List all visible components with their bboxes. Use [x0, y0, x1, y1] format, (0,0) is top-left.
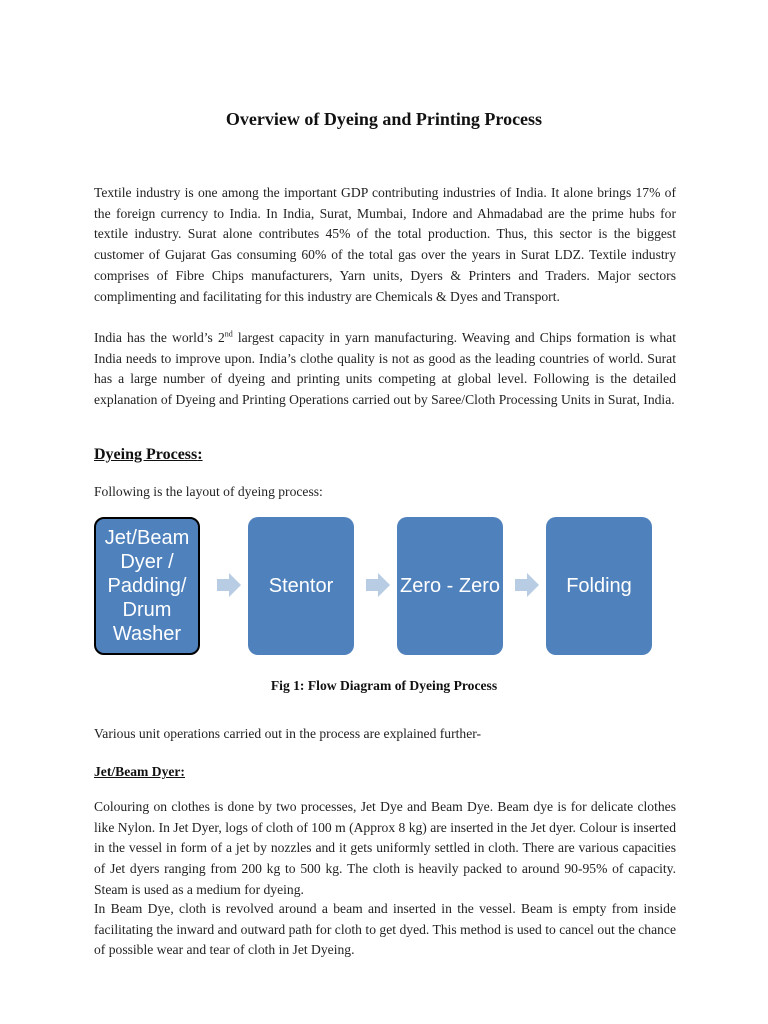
step-box-jet-beam-dyer: Jet/Beam Dyer / Padding/ Drum Washer	[94, 517, 200, 655]
dyeing-flow-diagram	[94, 517, 664, 657]
dyeing-process-heading	[94, 446, 203, 464]
step-box-folding: Folding	[546, 517, 652, 655]
step-box-zero-zero: Zero - Zero	[397, 517, 503, 655]
step-box-stentor: Stentor	[248, 517, 354, 655]
jet-beam-paragraph-2: In Beam Dye, cloth is revolved around a beam and inserted in the vessel. Beam is empty from inside facilitating the inward and outward path for cloth to get dyed. This method is used to cancel out the chance of possible wear and tear of cloth in Jet Dyeing.	[94, 901, 676, 958]
jet-beam-dyer-heading: Jet/Beam Dyer:	[94, 764, 185, 779]
jet-beam-paragraph-1: Colouring on clothes is done by two processes, Jet Dye and Beam Dye. Beam dye is for delicate clothes like Nylon. In Jet Dyer, logs of cloth of 100 m (Approx 8 kg) are inserted in the Jet dyer. Colour is inserted in the vessel in form of a jet by nozzles and it gets uniformly settled in cloth. There are various capacities of Jet dyers ranging from 200 kg to 500 kg. The cloth is heavily packed to around 90-95% of capacity. Steam is used as a medium for dyeing.	[94, 799, 676, 897]
intro-paragraph-2	[94, 328, 676, 411]
figure-caption: Fig 1: Flow Diagram of Dyeing Process	[270, 678, 498, 693]
intro-p2-start: India has the world’s 2	[94, 330, 225, 345]
intro-paragraph-1: Textile industry is one among the important GDP contributing industries of India. It alone brings 17% of the foreign currency to India. In India, Surat, Mumbai, Indore and Ahmadabad are the prime hubs for textile industry. Surat alone contributes 45% of the total production. Thus, this sector is the biggest customer of Gujarat Gas consuming 60% of the total gas over the years in Surat LDZ. Textile industry comprises of Fibre Chips manufacturers, Yarn units, Dyers & Printers and Traders. Major sectors complimenting and facilitating for this industry are Chemicals & Dyes and Transport.	[94, 185, 676, 304]
dyeing-heading-colon: :	[197, 446, 203, 463]
page-title: Overview of Dyeing and Printing Process	[225, 109, 543, 129]
layout-intro-line: Following is the layout of dyeing process:	[94, 484, 323, 499]
dyeing-heading-text: Dyeing Process	[94, 446, 198, 463]
intro-p2-rest: largest capacity in yarn manufacturing. Weaving and Chips formation is what India needs to improve upon. India’s clothe quality is not as good as the leading countries of world. Surat has a large number of dyeing and printing units competing at global level. Following is the detailed explanation of Dyeing and Printing Operations carried out by Saree/Cloth Processing Units in Surat, India.	[94, 330, 676, 408]
ordinal-superscript: nd	[224, 329, 233, 339]
further-explanation-line: Various unit operations carried out in the process are explained further-	[94, 726, 482, 741]
